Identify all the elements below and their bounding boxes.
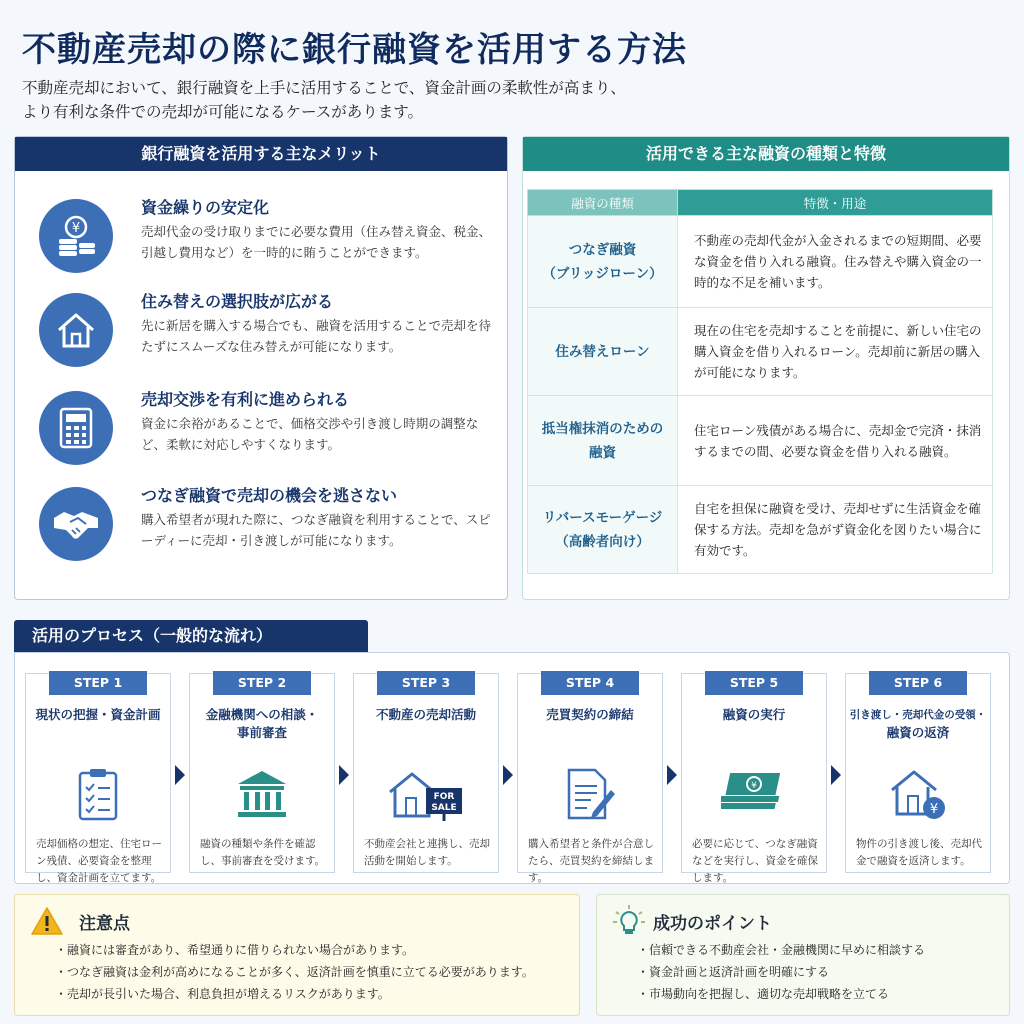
handshake-icon bbox=[39, 487, 113, 561]
loan-desc-cell: 不動産の売却代金が入金されるまでの短期間、必要な資金を借り入れる融資。住み替えや購入資金の一時的な不足を補います。 bbox=[678, 216, 993, 308]
step-desc: 必要に応じて、つなぎ融資などを実行し、資金を確保します。 bbox=[692, 838, 818, 884]
step-arrow-icon bbox=[339, 765, 349, 785]
step-card bbox=[517, 673, 663, 884]
success-list bbox=[637, 939, 925, 1005]
for-sale-sign-line1: FOR bbox=[433, 792, 455, 802]
svg-text:¥: ¥ bbox=[929, 802, 939, 817]
svg-text:¥: ¥ bbox=[751, 781, 757, 791]
step-badge: STEP 2 bbox=[213, 671, 311, 695]
success-box bbox=[596, 894, 1010, 1016]
loan-desc-cell: 住宅ローン残債がある場合に、売却金で完済・抹消するまでの間、必要な資金を借り入れる融資。 bbox=[678, 396, 993, 486]
merit-item: 住み替えの選択肢が広がる 先に新居を購入する場合でも、融資を活用することで売却を待たずにスムーズな住み替えが可能になります。 bbox=[39, 289, 499, 379]
step-arrow-icon bbox=[503, 765, 513, 785]
clipboard-checklist-icon bbox=[68, 764, 128, 824]
step-title: 金融機関への相談・ 事前審査 bbox=[205, 707, 319, 740]
merits-heading: 銀行融資を活用する主なメリット bbox=[15, 137, 507, 171]
cash-stack-icon bbox=[719, 764, 789, 824]
caution-box bbox=[14, 894, 580, 1016]
loan-types-heading: 活用できる主な融資の種類と特徴 bbox=[523, 137, 1009, 171]
merit-item: 売却交渉を有利に進められる 資金に余裕があることで、価格交渉や引き渡し時期の調整など、柔軟に対応しやすくなります。 bbox=[39, 387, 499, 477]
process-heading: 活用のプロセス（一般的な流れ） bbox=[14, 620, 368, 652]
step-desc: 売却価格の想定、住宅ローン残債、必要資金を整理し、資金計画を立てます。 bbox=[36, 838, 162, 884]
table-row bbox=[528, 216, 993, 308]
step-title: 融資の実行 bbox=[722, 707, 786, 722]
loan-type-cell: つなぎ融資 （ブリッジローン） bbox=[528, 216, 678, 308]
lightbulb-icon bbox=[611, 903, 647, 939]
step-badge: STEP 1 bbox=[49, 671, 147, 695]
col-header-feature: 特徴・用途 bbox=[678, 190, 993, 216]
step-title: 売買契約の締結 bbox=[546, 707, 634, 722]
step-card bbox=[25, 673, 171, 884]
step-arrow-icon bbox=[667, 765, 677, 785]
step-badge: STEP 6 bbox=[869, 671, 967, 695]
for-sale-house-icon bbox=[386, 764, 466, 824]
list-item: ・ つなぎ融資は金利が高めになることが多く、返済計画を慎重に立てる必要があります。 bbox=[55, 961, 534, 983]
table-row bbox=[528, 486, 993, 574]
list-item: ・ 売却が長引いた場合、利息負担が増えるリスクがあります。 bbox=[55, 983, 534, 1005]
table-row bbox=[528, 308, 993, 396]
step-card bbox=[845, 673, 991, 873]
list-item: ・ 信頼できる不動産会社・金融機関に早めに相談する bbox=[637, 939, 925, 961]
step-arrow-icon bbox=[831, 765, 841, 785]
step-card bbox=[353, 673, 499, 873]
yen-coins-icon bbox=[39, 199, 113, 273]
step-desc: 購入希望者と条件が合意したら、売買契約を締結します。 bbox=[528, 838, 654, 884]
loan-type-cell: 住み替えローン bbox=[528, 308, 678, 396]
step-badge: STEP 4 bbox=[541, 671, 639, 695]
calculator-icon bbox=[39, 391, 113, 465]
svg-text:¥: ¥ bbox=[71, 221, 81, 236]
step-title: 不動産の売却活動 bbox=[375, 707, 476, 722]
loan-types-table bbox=[527, 189, 993, 574]
col-header-type: 融資の種類 bbox=[528, 190, 678, 216]
loan-type-cell: リバースモーゲージ （高齢者向け） bbox=[528, 486, 678, 574]
step-card bbox=[681, 673, 827, 884]
step-desc: 融資の種類や条件を確認し、事前審査を受けます。 bbox=[200, 838, 326, 867]
step-badge: STEP 5 bbox=[705, 671, 803, 695]
step-card bbox=[189, 673, 335, 873]
step-title: 現状の把握・資金計画 bbox=[35, 707, 161, 722]
list-item: ・ 市場動向を把握し、適切な売却戦略を立てる bbox=[637, 983, 925, 1005]
merits-panel bbox=[14, 136, 508, 600]
caution-list bbox=[55, 939, 534, 1005]
step-arrow-icon bbox=[175, 765, 185, 785]
house-icon bbox=[39, 293, 113, 367]
list-item: ・ 資金計画と返済計画を明確にする bbox=[637, 961, 925, 983]
caution-title: 注意点 bbox=[79, 914, 130, 934]
success-title: 成功のポイント bbox=[653, 914, 772, 934]
process-panel bbox=[14, 652, 1010, 884]
house-yen-icon bbox=[888, 764, 948, 824]
step-desc: 物件の引き渡し後、売却代金で融資を返済します。 bbox=[856, 838, 982, 867]
step-badge: STEP 3 bbox=[377, 671, 475, 695]
for-sale-sign-line2: SALE bbox=[431, 803, 457, 813]
intro-text: 不動産売却において、銀行融資を上手に活用することで、資金計画の柔軟性が高まり、 より有利な条件での売却が可能になるケースがあります。 bbox=[22, 79, 626, 121]
list-item: ・ 融資には審査があり、希望通りに借りられない場合があります。 bbox=[55, 939, 534, 961]
warning-icon bbox=[29, 903, 65, 939]
step-title: 引き渡し・売却代金の受領・ 融資の返済 bbox=[849, 709, 987, 740]
merit-item: つなぎ融資で売却の機会を逃さない 購入希望者が現れた際に、つなぎ融資を利用することで、スピーディーに売却・引き渡しが可能になります。 bbox=[39, 483, 499, 573]
merit-item: ¥ 資金繰りの安定化 売却代金の受け取りまでに必要な費用（住み替え資金、税金、引越し費用など）を一時的に賄うことができます。 bbox=[39, 195, 499, 285]
step-desc: 不動産会社と連携し、売却活動を開始します。 bbox=[364, 838, 490, 867]
page-title: 不動産売却の際に銀行融資を活用する方法 bbox=[22, 30, 687, 70]
loan-types-panel bbox=[522, 136, 1010, 600]
loan-desc-cell: 現在の住宅を売却することを前提に、新しい住宅の購入資金を借り入れるローン。売却前に新居の購入が可能になります。 bbox=[678, 308, 993, 396]
bank-icon bbox=[232, 764, 292, 824]
loan-type-cell: 抵当権抹消のための 融資 bbox=[528, 396, 678, 486]
table-row bbox=[528, 396, 993, 486]
contract-pen-icon bbox=[560, 764, 620, 824]
loan-desc-cell: 自宅を担保に融資を受け、売却せずに生活資金を確保する方法。売却を急がず資金化を図りたい場合に有効です。 bbox=[678, 486, 993, 574]
